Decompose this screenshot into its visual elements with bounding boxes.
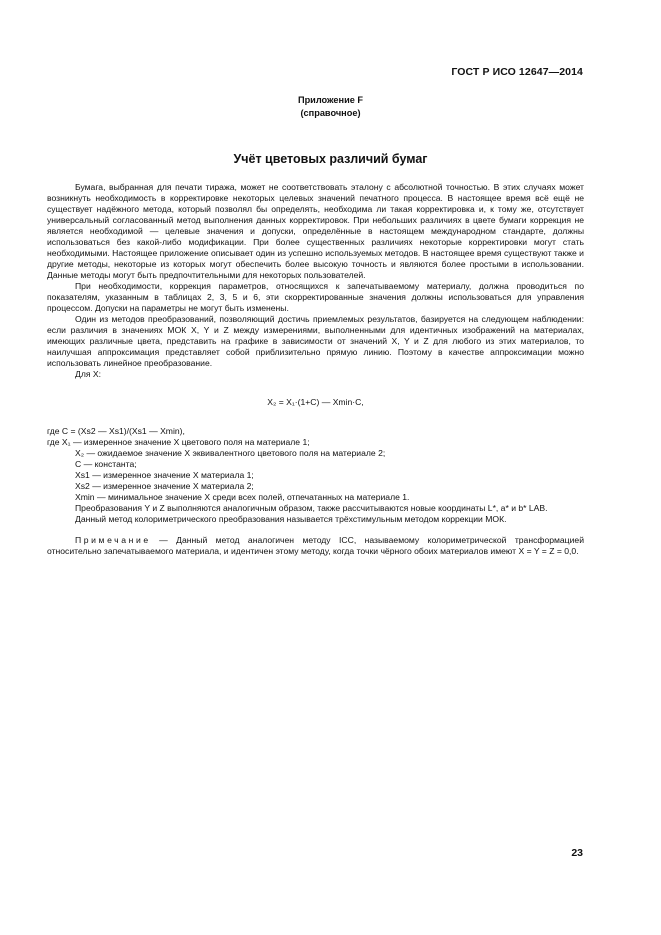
annex-title: Учёт цветовых различий бумаг	[233, 152, 428, 166]
paragraph-yz: Преобразования Y и Z выполняются аналогичным образом, также рассчитываются новые координаты L*, a* и b* LAB.	[75, 503, 548, 513]
where-c: где C = (Xs2 — Xs1)/(Xs1 — Xmin),	[47, 426, 185, 436]
annex-body	[47, 182, 584, 557]
document-code: ГОСТ Р ИСО 12647—2014	[451, 66, 583, 78]
note	[47, 535, 584, 557]
paragraph-intro: Бумага, выбранная для печати тиража, может не соответствовать эталону с абсолютной точностью. В этих случаях может возникнуть необходимость в корректировке некоторых целевых значений печатного процесса. В настоящее время всё ещё не существует надёжного метода, который позволял бы определять, необходима ли такая корректировка и, к тому же, отсутствует универсальный согласованный метод выполнения данных корректировок. При небольших различиях в цвете бумаги коррекция не является необходимой — целевые значения и допуски, определённые в настоящем международном стандарте, должны использоваться без какой-либо модификации. При более существенных различиях некоторые корректировки могут стать необходимыми. Настоящее приложение описывает один из успешно используемых методов. В настоящее время существуют также и другие методы, некоторые из которых могут обеспечить более высокую точность и являются более простыми в использовании. Данные методы могут быть предпочтительными для некоторых пользователей.	[47, 182, 584, 280]
annex-heading	[0, 94, 661, 120]
formula: X₂ = X₁·(1+C) — Xmin·C,	[267, 397, 364, 407]
page-number: 23	[571, 847, 583, 859]
where-xs1: Xs1 — измеренное значение X материала 1;	[75, 470, 254, 480]
where-definitions	[47, 426, 584, 503]
note-text: — Данный метод аналогичен методу ICC, называемому колориметрической трансформацией относительно запечатываемого материала, и идентичен этому методу, когда точки чёрного обоих материалов имеют X = Y = Z = 0,0.	[47, 535, 584, 556]
where-const: C — константа;	[75, 459, 137, 469]
annex-label: Приложение F	[297, 95, 364, 105]
paragraph-correction: При необходимости, коррекция параметров, относящихся к запечатываемому материалу, должна проводиться по показателям, указанным в таблицах 2, 3, 5 и 6, эти скорректированные значения должны использоваться для управления процессом. Допуски на параметры не могут быть изменены.	[47, 281, 584, 313]
paragraph-method: Один из методов преобразований, позволяющий достичь приемлемых результатов, базируется на следующем наблюдении: если различия в значениях МОК X, Y и Z между измерениями, выполненными для идентичных изображений на материалах, имеющих различные цвета, представить на графике в зависимости от значений X, Y и Z для любого из этих материалов, то наилучшая аппроксимация представляет собой приблизительно прямую линию. Поэтому в качестве аппроксимации можно использовать линейное преобразование.	[47, 314, 584, 368]
where-x1: где X₁ — измеренное значение X цветового поля на материале 1;	[47, 437, 310, 447]
annex-kind: (справочное)	[300, 108, 361, 118]
paragraph-method-name: Данный метод колориметрического преобразования называется трёхстимульным методом коррекции МОК.	[75, 514, 507, 524]
where-xmin: Xmin — минимальное значение X среди всех полей, отпечатанных на материале 1.	[75, 492, 410, 502]
note-label: Примечание	[75, 535, 151, 545]
where-xs2: Xs2 — измеренное значение X материала 2;	[75, 481, 254, 491]
paragraph-for-x: Для X:	[75, 369, 101, 379]
where-x2: X₂ — ожидаемое значение X эквивалентного цветового поля на материале 2;	[75, 448, 386, 458]
